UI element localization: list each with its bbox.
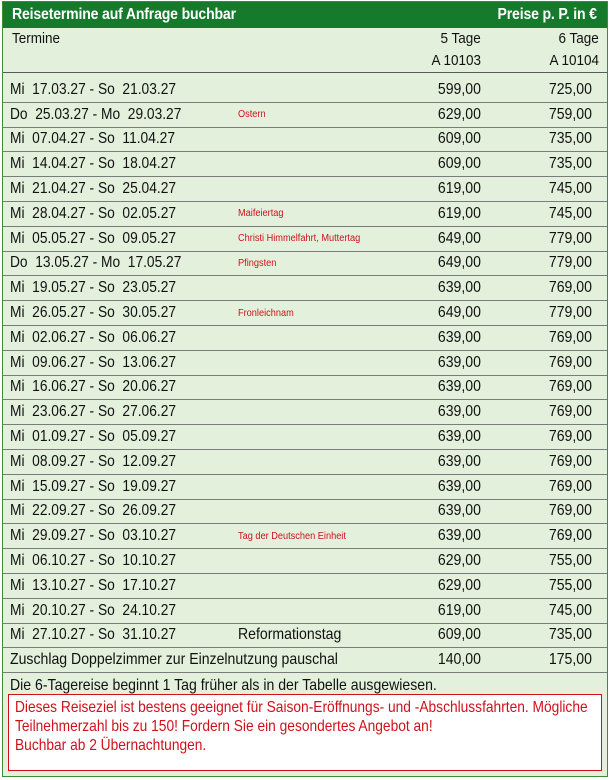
table-row <box>3 400 607 425</box>
table-row <box>3 152 607 177</box>
row-price-5-tage: 629,00 <box>437 576 481 594</box>
row-date-range: Mi 17.03.27 - So 21.03.27 <box>10 80 176 98</box>
row-price-6-tage: 745,00 <box>548 601 592 619</box>
table-row <box>3 624 607 649</box>
row-price-5-tage: 639,00 <box>437 353 481 371</box>
row-price-5-tage: 639,00 <box>437 328 481 346</box>
table-row <box>3 425 607 450</box>
row-price-6-tage: 769,00 <box>548 477 592 495</box>
row-price-6-tage: 735,00 <box>548 130 592 148</box>
table-row <box>3 128 607 153</box>
table-row <box>3 326 607 351</box>
notice-line: Buchbar ab 2 Übernachtungen. <box>15 737 207 754</box>
table-row <box>3 351 607 376</box>
row-price-6-tage: 745,00 <box>548 204 592 222</box>
notice-line: Dieses Reiseziel ist bestens geeignet für Saison-Eröffnungs- und -Abschlussfahrten. Mögliche <box>15 699 588 716</box>
header-price-note: Preise p. P. in € <box>497 6 597 23</box>
column-headers <box>3 28 607 73</box>
surcharge-row <box>3 648 607 673</box>
row-price-5-tage: 639,00 <box>437 502 481 520</box>
row-price-5-tage: 629,00 <box>437 552 481 570</box>
row-price-6-tage: 755,00 <box>548 576 592 594</box>
row-price-5-tage: 639,00 <box>437 452 481 470</box>
row-date-range: Mi 01.09.27 - So 05.09.27 <box>10 428 176 446</box>
row-date-range: Mi 02.06.27 - So 06.06.27 <box>10 328 176 346</box>
row-price-5-tage: 639,00 <box>437 378 481 396</box>
notice-box <box>8 694 602 771</box>
row-price-5-tage: 619,00 <box>437 601 481 619</box>
row-price-6-tage: 769,00 <box>548 452 592 470</box>
row-price-6-tage: 769,00 <box>548 502 592 520</box>
row-date-range: Mi 26.05.27 - So 30.05.27 <box>10 304 176 322</box>
row-date-range: Mi 15.09.27 - So 19.09.27 <box>10 477 176 495</box>
row-date-range: Mi 27.10.27 - So 31.10.27 <box>10 626 176 644</box>
row-date-range: Do 13.05.27 - Mo 17.05.27 <box>10 254 182 272</box>
table-row <box>3 301 607 326</box>
row-holiday-note: Christi Himmelfahrt, Muttertag <box>238 233 361 245</box>
row-price-5-tage: 599,00 <box>437 80 481 98</box>
row-price-6-tage: 755,00 <box>548 552 592 570</box>
info-text: Die 6-Tagereise beginnt 1 Tag früher als in der Tabelle ausgewiesen. <box>10 677 437 695</box>
row-price-6-tage: 745,00 <box>548 180 592 198</box>
row-price-5-tage: 619,00 <box>437 180 481 198</box>
row-date-range: Do 25.03.27 - Mo 29.03.27 <box>10 105 182 123</box>
table-row <box>3 574 607 599</box>
row-holiday-note: Tag der Deutschen Einheit <box>238 530 346 542</box>
header-title: Reisetermine auf Anfrage buchbar <box>12 6 236 23</box>
table-row <box>3 78 607 103</box>
row-price-5-tage: 639,00 <box>437 279 481 297</box>
row-price-5-tage: 609,00 <box>437 130 481 148</box>
table-row <box>3 202 607 227</box>
row-price-5-tage: 619,00 <box>437 204 481 222</box>
table-row <box>3 276 607 301</box>
surcharge-price-5: 140,00 <box>437 651 481 669</box>
row-price-6-tage: 769,00 <box>548 527 592 545</box>
column-header-6-tage: 6 Tage <box>558 30 600 47</box>
row-price-5-tage: 649,00 <box>437 304 481 322</box>
table-row <box>3 376 607 401</box>
row-date-range: Mi 20.10.27 - So 24.10.27 <box>10 601 176 619</box>
row-price-6-tage: 759,00 <box>548 105 592 123</box>
table-row <box>3 524 607 549</box>
row-holiday-note: Maifeiertag <box>238 208 284 220</box>
row-date-range: Mi 08.09.27 - So 12.09.27 <box>10 452 176 470</box>
column-header-code-5: A 10103 <box>431 52 482 69</box>
date-rows <box>3 78 607 648</box>
row-price-6-tage: 769,00 <box>548 428 592 446</box>
row-price-6-tage: 769,00 <box>548 279 592 297</box>
row-price-6-tage: 769,00 <box>548 328 592 346</box>
row-date-range: Mi 09.06.27 - So 13.06.27 <box>10 353 176 371</box>
table-row <box>3 252 607 277</box>
row-price-6-tage: 735,00 <box>548 155 592 173</box>
row-date-range: Mi 05.05.27 - So 09.05.27 <box>10 229 176 247</box>
row-date-range: Mi 07.04.27 - So 11.04.27 <box>10 130 175 148</box>
row-date-range: Mi 28.04.27 - So 02.05.27 <box>10 204 176 222</box>
row-date-range: Mi 22.09.27 - So 26.09.27 <box>10 502 176 520</box>
row-price-5-tage: 639,00 <box>437 403 481 421</box>
price-table-card <box>2 1 608 777</box>
row-price-5-tage: 639,00 <box>437 428 481 446</box>
row-date-range: Mi 13.10.27 - So 17.10.27 <box>10 576 176 594</box>
table-row <box>3 103 607 128</box>
column-header-code-6: A 10104 <box>549 52 600 69</box>
row-price-6-tage: 769,00 <box>548 378 592 396</box>
row-price-6-tage: 725,00 <box>548 80 592 98</box>
surcharge-price-6: 175,00 <box>548 651 592 669</box>
table-row <box>3 500 607 525</box>
table-row <box>3 549 607 574</box>
row-holiday-note: Pfingsten <box>238 257 277 269</box>
table-row <box>3 227 607 252</box>
row-price-5-tage: 639,00 <box>437 527 481 545</box>
row-price-6-tage: 779,00 <box>548 304 592 322</box>
row-date-range: Mi 29.09.27 - So 03.10.27 <box>10 527 176 545</box>
row-price-5-tage: 649,00 <box>437 229 481 247</box>
row-holiday-note: Ostern <box>238 109 266 121</box>
row-date-range: Mi 14.04.27 - So 18.04.27 <box>10 155 176 173</box>
row-price-5-tage: 629,00 <box>437 105 481 123</box>
row-price-5-tage: 639,00 <box>437 477 481 495</box>
row-date-range: Mi 23.06.27 - So 27.06.27 <box>10 403 176 421</box>
row-date-range: Mi 21.04.27 - So 25.04.27 <box>10 180 176 198</box>
row-price-6-tage: 735,00 <box>548 626 592 644</box>
row-price-6-tage: 779,00 <box>548 254 592 272</box>
row-holiday-note: Reformationstag <box>238 626 342 644</box>
table-row <box>3 177 607 202</box>
notice-line: Teilnehmerzahl bis zu 150! Fordern Sie ein gesondertes Angebot an! <box>15 718 433 735</box>
row-price-6-tage: 769,00 <box>548 403 592 421</box>
table-row <box>3 450 607 475</box>
table-row <box>3 475 607 500</box>
table-row <box>3 599 607 624</box>
row-price-5-tage: 649,00 <box>437 254 481 272</box>
row-date-range: Mi 19.05.27 - So 23.05.27 <box>10 279 176 297</box>
column-header-termine: Termine <box>12 30 61 47</box>
row-price-5-tage: 609,00 <box>437 155 481 173</box>
header-bar <box>3 2 607 28</box>
surcharge-label: Zuschlag Doppelzimmer zur Einzelnutzung pauschal <box>10 651 338 669</box>
row-holiday-note: Fronleichnam <box>238 307 294 319</box>
row-date-range: Mi 16.06.27 - So 20.06.27 <box>10 378 176 396</box>
row-date-range: Mi 06.10.27 - So 10.10.27 <box>10 552 176 570</box>
row-price-6-tage: 769,00 <box>548 353 592 371</box>
column-header-5-tage: 5 Tage <box>440 30 482 47</box>
row-price-5-tage: 609,00 <box>437 626 481 644</box>
row-price-6-tage: 779,00 <box>548 229 592 247</box>
